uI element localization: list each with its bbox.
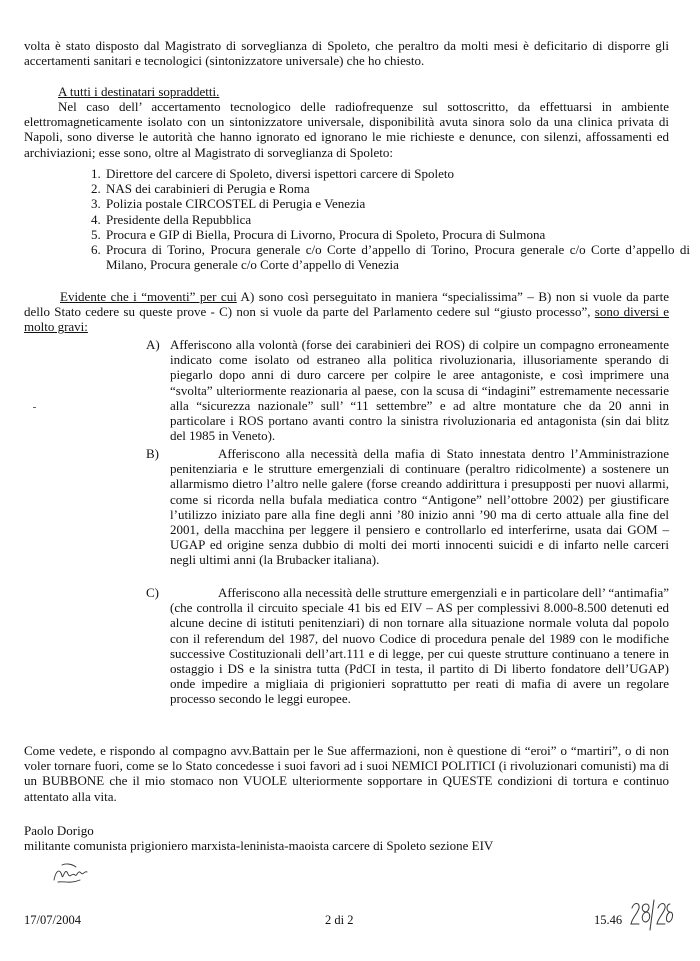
point-letter: C) bbox=[146, 585, 159, 600]
authorities-list bbox=[83, 166, 690, 272]
authority-item: 4. Presidente della Repubblica bbox=[104, 212, 690, 227]
radiofrequency-paragraph: Nel caso dell’ accertamento tecnologico delle radiofrequenze sul sottoscritto, da effettuarsi in ambiente elettromagneticamente isolato con un sintonizzatore universale, disponibilità avuta sinora solo da una clinica privata di Napoli, sono diverse le autorità che hanno ignorato ed ignorano le mie richieste e denunce, con silenzi, affossamenti ed archiviazioni; esse sono, oltre al Magistrato di sorveglianza di Spoleto: bbox=[24, 99, 669, 160]
signer-name: Paolo Dorigo bbox=[24, 823, 94, 838]
handwritten-signature bbox=[50, 860, 110, 888]
authority-item: 3. Polizia postale CIRCOSTEL di Perugia e Venezia bbox=[104, 196, 690, 211]
motives-body: A) sono così perseguitato in maniera “specialissima” – B) non si vuole da parte dello Stato cedere su queste prove - C) non si vuole da parte del Parlamento cedere sul “giusto processo”, bbox=[24, 289, 669, 320]
intro-paragraph: volta è stato disposto dal Magistrato di sorveglianza di Spoleto, che peraltro da molti mesi è deficitario di disporre gli accertamenti sanitari e tecnologici (sintonizzatore universale) che ho chiesto. bbox=[24, 38, 669, 69]
point-c bbox=[146, 585, 669, 707]
handwritten-page-count bbox=[626, 898, 674, 932]
signer-title: militante comunista prigioniero marxista-leninista-maoista carcere di Spoleto sezione EIV bbox=[24, 838, 494, 853]
scan-speck bbox=[33, 407, 36, 408]
footer-page-number: 2 di 2 bbox=[325, 913, 354, 927]
motives-lead: Evidente che i “moventi” per cui bbox=[60, 289, 237, 304]
closing-paragraph: Come vedete, e rispondo al compagno avv.Battain per le Sue affermazioni, non è questione di “eroi” o “martiri”, o di non voler tornare fuori, come se lo Stato concedesse i suoi favori ad i suoi NEMICI POLITICI (i rivoluzionari comunisti) ma di un BUBBONE che il mio stomaco non VUOLE ulteriormente sopportare in QUESTE condizioni di tortura e continuo attentato alla vita. bbox=[24, 743, 669, 804]
authority-item: 1. Direttore del carcere di Spoleto, diversi ispettori carcere di Spoleto bbox=[104, 166, 690, 181]
recipients-heading: A tutti i destinatari sopraddetti. bbox=[58, 84, 220, 99]
authority-item: 6. Procura di Torino, Procura generale c/o Corte d’appello di Torino, Procura generale c/o Corte d’appello di Milano, Procura generale c/o Corte d’appello di Venezia bbox=[104, 242, 690, 272]
point-letter: A) bbox=[146, 337, 160, 352]
authority-item: 5. Procura e GIP di Biella, Procura di Livorno, Procura di Spoleto, Procura di Sulmona bbox=[104, 227, 690, 242]
point-text: Afferiscono alla volontà (forse dei carabinieri dei ROS) di colpire un compagno erroneamente indicato come isolato od estraneo alla politica rivoluzionaria, illusoriamente sperando di piegarlo dopo anni di duro carcere per colpire le aree antagoniste, e così imprimere una “svolta” ulteriormente reazionaria al paese, con la scusa di “indagini” estremamente necessarie alla “sicurezza nazionale” sull’ “11 settembre” e ad altre montature che da 20 anni in particolare i ROS portano avanti contro la sinistra rivoluzionaria ed antagonista (sin dai blitz del 1985 in Veneto). bbox=[170, 337, 669, 444]
motives-paragraph bbox=[24, 289, 669, 335]
point-b bbox=[146, 446, 669, 568]
point-letter: B) bbox=[146, 446, 159, 461]
footer-time: 15.46 bbox=[594, 913, 623, 927]
signature-block bbox=[24, 823, 493, 853]
point-text: Afferiscono alla necessità delle strutture emergenziali e in particolare dell’ “antimafia” (che controlla il circuito speciale 41 bis ed EIV – AS per complessivi 8.000-8.500 detenuti ed alcune decine di istituti penitenziari) di non tornare alla situazione normale voluta dal popolo con il referendum del 1987, del nuovo Codice di procedura penale del 1989 con le modifiche successive Costituzionali dell’art.111 e di legge, per cui queste strutture continuano a tenere in ostaggio i DS e la sinistra tutta (PdCI in testa, il partito di Di liberto fondatore dell’UGAP) onde impedire a migliaia di prigionieri soprattutto per reati di mafia di avere un regolare processo secondo le leggi europee. bbox=[170, 585, 669, 707]
authority-item: 2. NAS dei carabinieri di Perugia e Roma bbox=[104, 181, 690, 196]
motives-tail: sono diversi e molto gravi: bbox=[24, 304, 669, 335]
point-text: Afferiscono alla necessità della mafia di Stato innestata dentro l’Amministrazione penitenziaria e le strutture emergenziali di continuare (peraltro ridicolmente) a sostenere un allarmismo dietro l’altro nelle galere (forse creando addirittura i presupposti per nuovi allarmi, come si ricorda nella bufala mediatica contro “Antigone” nell’ottobre 2002) per giustificare l’utilizzo iniziato pare alla fine degli anni ’80 inizio anni ’90 ma di certo attuale alla fine del 2001, della macchina per leggere il pensiero e controllarlo ed interferirne, usata dai GOM – UGAP ed origine senza dubbio di molti dei morti innocenti suicidi e di infarto nelle carceri negli ultimi anni (la Brubacker italiana). bbox=[170, 446, 669, 568]
point-a bbox=[146, 337, 669, 444]
footer-date: 17/07/2004 bbox=[24, 913, 81, 927]
